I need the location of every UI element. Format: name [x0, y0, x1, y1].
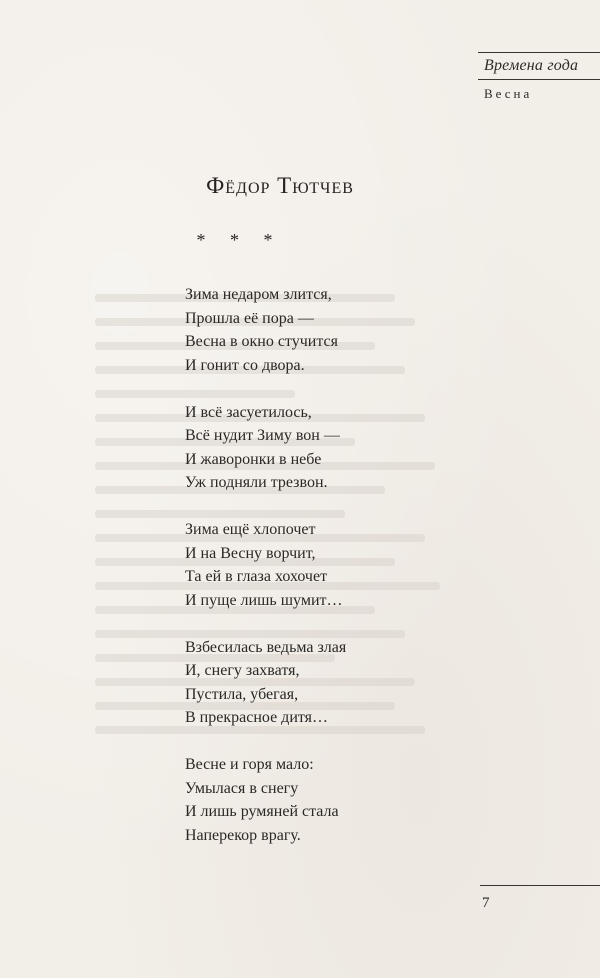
- poem-line: Уж подняли трезвон.: [185, 474, 328, 491]
- header-middle-rule: [478, 79, 600, 80]
- poem-line: Взбесилась ведьма злая: [185, 638, 347, 656]
- poem-line: И, снегу захватя,: [185, 662, 300, 679]
- poem-line: Та ей в глаза хохочет: [185, 568, 328, 585]
- author-name: Фёдор Тютчев: [206, 173, 354, 198]
- stanza: [185, 636, 346, 730]
- poem-line: Всё нудит Зиму вон —: [185, 427, 340, 444]
- footer-rule: [480, 885, 600, 886]
- poem-line: Зима недаром злится,: [185, 286, 332, 303]
- stanza: [185, 518, 346, 612]
- poem-line: И пуще лишь шумит…: [185, 591, 343, 609]
- poem-line: И на Весну ворчит,: [185, 544, 316, 562]
- poem-line: Прошла её пора —: [185, 309, 314, 327]
- running-header: [478, 52, 600, 102]
- stanza: [185, 283, 346, 377]
- page-number: 7: [482, 895, 490, 911]
- poem-line: И гонит со двора.: [185, 356, 305, 374]
- header-subsection-title: Весна: [484, 86, 533, 101]
- header-top-rule: [478, 52, 600, 53]
- poem: [185, 283, 346, 871]
- poem-line: И лишь румяней стала: [185, 803, 339, 820]
- poem-line: Умылася в снегу: [185, 779, 299, 797]
- poem-line: И жаворонки в небе: [185, 450, 322, 468]
- header-section-title: Времена года: [484, 57, 579, 74]
- stanza: [185, 401, 346, 495]
- poem-line: Зима ещё хлопочет: [185, 521, 316, 538]
- poem-line: Наперекор врагу.: [185, 826, 301, 844]
- poem-line: Пустила, убегая,: [185, 685, 299, 703]
- poem-separator: * * *: [196, 230, 283, 250]
- poem-line: Весна в окно стучится: [185, 333, 338, 350]
- stanza: [185, 753, 346, 847]
- poem-line: Весне и горя мало:: [185, 756, 314, 773]
- poem-line: И всё засуетилось,: [185, 403, 312, 421]
- poem-line: В прекрасное дитя…: [185, 709, 329, 726]
